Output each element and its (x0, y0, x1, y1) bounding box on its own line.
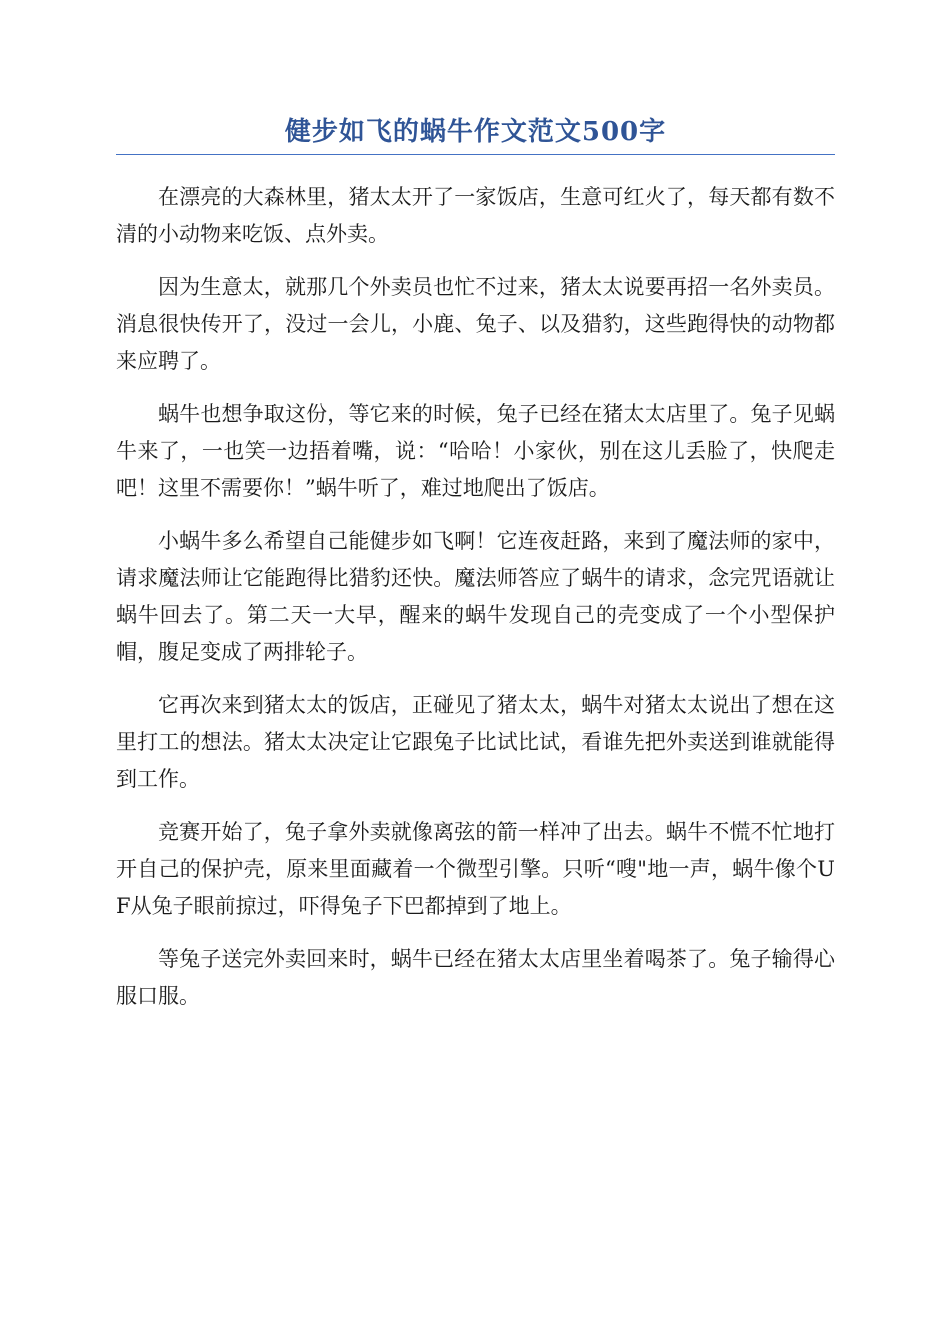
document-title: 健步如飞的蜗牛作文范文500字 (284, 117, 667, 147)
paragraph-6: 竞赛开始了，兔子拿外卖就像离弦的箭一样冲了出去。蜗牛不慌不忙地打开自己的保护壳，原来里面藏着一个微型引擎。只听“嗖"地一声，蜗牛像个UF从兔子眼前掠过，吓得兔子下巴都掉到了地上。 (116, 820, 835, 918)
paragraph-5: 它再次来到猪太太的饭店，正碰见了猪太太，蜗牛对猪太太说出了想在这里打工的想法。猪太太决定让它跟兔子比试比试，看谁先把外卖送到谁就能得到工作。 (116, 693, 835, 791)
paragraph-2: 因为生意太，就那几个外卖员也忙不过来，猪太太说要再招一名外卖员。消息很快传开了，没过一会儿，小鹿、兔子、以及猎豹，这些跑得快的动物都来应聘了。 (116, 275, 835, 373)
paragraph-4: 小蜗牛多么希望自己能健步如飞啊！它连夜赶路，来到了魔法师的家中，请求魔法师让它能跑得比猎豹还快。魔法师答应了蜗牛的请求，念完咒语就让蜗牛回去了。第二天一大早，醒来的蜗牛发现自己的壳变成了一个小型保护帽，腹足变成了两排轮子。 (116, 529, 835, 664)
paragraph-1: 在漂亮的大森林里，猪太太开了一家饭店，生意可红火了，每天都有数不清的小动物来吃饭、点外卖。 (116, 185, 835, 246)
title-underline (116, 154, 835, 155)
paragraph-7: 等兔子送完外卖回来时，蜗牛已经在猪太太店里坐着喝茶了。兔子输得心服口服。 (116, 947, 835, 1008)
document-page (116, 112, 835, 1031)
paragraph-3: 蜗牛也想争取这份，等它来的时候，兔子已经在猪太太店里了。兔子见蜗牛来了，一也笑一边捂着嘴，说：“哈哈！小家伙，别在这儿丢脸了，快爬走吧！这里不需要你！”蜗牛听了，难过地爬出了饭店。 (116, 402, 835, 500)
